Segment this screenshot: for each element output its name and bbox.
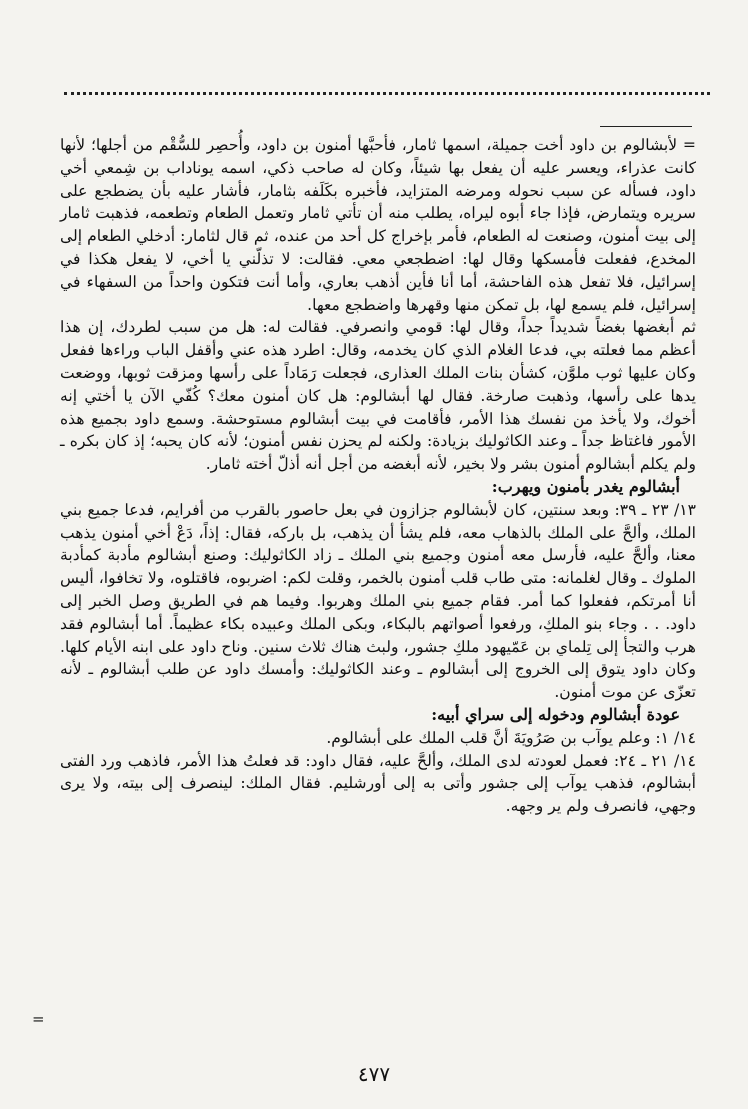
body-text <box>60 134 696 818</box>
paragraph-14-1: ١٤/ ١: وعلم يوآب بن صَرُويَةَ أنَّ قلب الملك على أبشالوم. <box>326 728 696 747</box>
paragraph-13-23-39: ١٣/ ٢٣ ـ ٣٩: وبعد سنتين، كان لأبشالوم جزازون في بعل حاصور بالقرب من أفرايم، فدعا جميع بني الملك، وألحَّ على الملك بالذهاب معه، فلم يشأ أن يذهب، بل باركه، فقال: إذاً، دَعْ أخي أمنون يذهب معنا، وألحَّ عليه، فأرسل معه أمنون وجميع بني الملك ـ زاد الكاثوليك: وصنع أبشالوم مأدبة كمأدبة الملوك ـ وقال لغلمانه: متى طاب قلب أمنون بالخمر، وقلت لكم: اضربوه، فاقتلوه، ولا تخافوا، أليس أنا أمرتكم، ففعلوا كما أمر. فقام جميع بني الملك وهربوا. وفيما هم في الطريق وصل الخبر إلى داود. . . وجاء بنو الملكِ، ورفعوا أصواتهم بالبكاء، وبكى الملك وعبيده بكاء عظيماً. أما أبشالوم فقد هرب والتجأ إلى تِلماي بن عَمّيهود ملكِ جشور، ولبث هناك ثلاث سنين. وناح داود على ابنه الأيام كلها. وكان داود يتوق إلى الخروج إلى أبشالوم ـ وعند الكاثوليك: وأمسك داود عن طلب أبشالوم ـ لأنه تعزّى عن موت أمنون. <box>60 500 696 702</box>
page-number: ٤٧٧ <box>357 1062 391 1086</box>
heading-absalom-flees: أبشالوم يغدر بأمنون ويهرب: <box>491 476 680 496</box>
paragraph-14-21-24: ١٤/ ٢١ ـ ٢٤: فعمل لعودته لدى الملك، وألحَّ عليه، فقال داود: قد فعلتُ هذا الأمر، فاذهب ورد الفتى أبشالوم، فذهب يوآب إلى جشور وأتى به إلى أورشليم. فقال الملك: لينصرف إلى بيته، ولا يرى وجهي، فانصرف ولم ير وجهه. <box>60 751 697 816</box>
paragraph-thamar-story: = لأبشالوم بن داود أخت جميلة، اسمها ثامار، فأحبَّها أمنون بن داود، وأُحصِر للسُّقْم من أجلها؛ لأنها كانت عذراء، ويعسر عليه أن يفعل بها شيئاً، وكان له صاحب ذكي، اسمه يوناداب بن شِمعي أخي داود، فسأله عن سبب نحوله ومرضه المتزايد، فأخبره بكَلَفه بثامار، فأشار عليه بأن يضطجع على سريره ويتمارض، فإذا جاء أبوه ليراه، يطلب منه أن تأتي ثامار وتعمل الطعام وتطعمه، فذهبت ثامار إلى بيت أمنون، وصنعت له الطعام، فأمر بإخراج كل أحد من عنده، ثم قال لثامار: أدخلي الطعام إلى المخدع، ففعلت فأمسكها وقال لها: اضطجعي معي. فقالت: لا تذلّني يا أخي، لا يفعل هكذا في إسرائيل، فلا تفعل هذه الفاحشة، أما أنا فأين أذهب بعاري، وأما أنت فتكون واحداً من السفهاء في إسرائيل، فلم يسمع لها، بل تمكن منها وقهرها واضطجع معها. <box>60 136 696 314</box>
heading-absalom-returns: عودة أبشالوم ودخوله إلى سراي أبيه: <box>431 704 680 724</box>
footnote-separator <box>600 126 692 127</box>
continuation-mark: = <box>32 1010 45 1028</box>
paragraph-expulsion: ثم أبغضها بغضاً شديداً جداً، وقال لها: قومي وانصرفي. فقالت له: هل من سبب لطردك، إن هذا أعظم مما فعلته بي، فدعا الغلام الذي كان يخدمه، وقال: اطرد هذه عني وأقفل الباب وراءها ففعل وكان عليها ثوب ملوَّن، كشأن بنات الملك العذارى، فجعلت رَمَاداً على رأسها ومزقت ثوبها، ووضعت يدها على رأسها، وذهبت صارخة. فقال لها أبشالوم: هل كان أمنون معك؟ كُفّي الآن يا أختي إنه أخوك، ولا يأخذ من نفسك هذا الأمر، فأقامت في بيت أبشالوم مستوحشة. وسمع داود بجميع هذه الأمور فاغتاظ جداً ـ وعند الكاثوليك بزيادة: ولكنه لم يحزن نفس أمنون؛ لأنه كان يحبه؛ إذ كان بكره ـ ولم يكلم أبشالوم أمنون بشر ولا بخير، لأنه أبغضه من أجل أنه أذلّ أخته ثامار. <box>60 318 696 474</box>
header-dotted-rule <box>64 92 710 95</box>
